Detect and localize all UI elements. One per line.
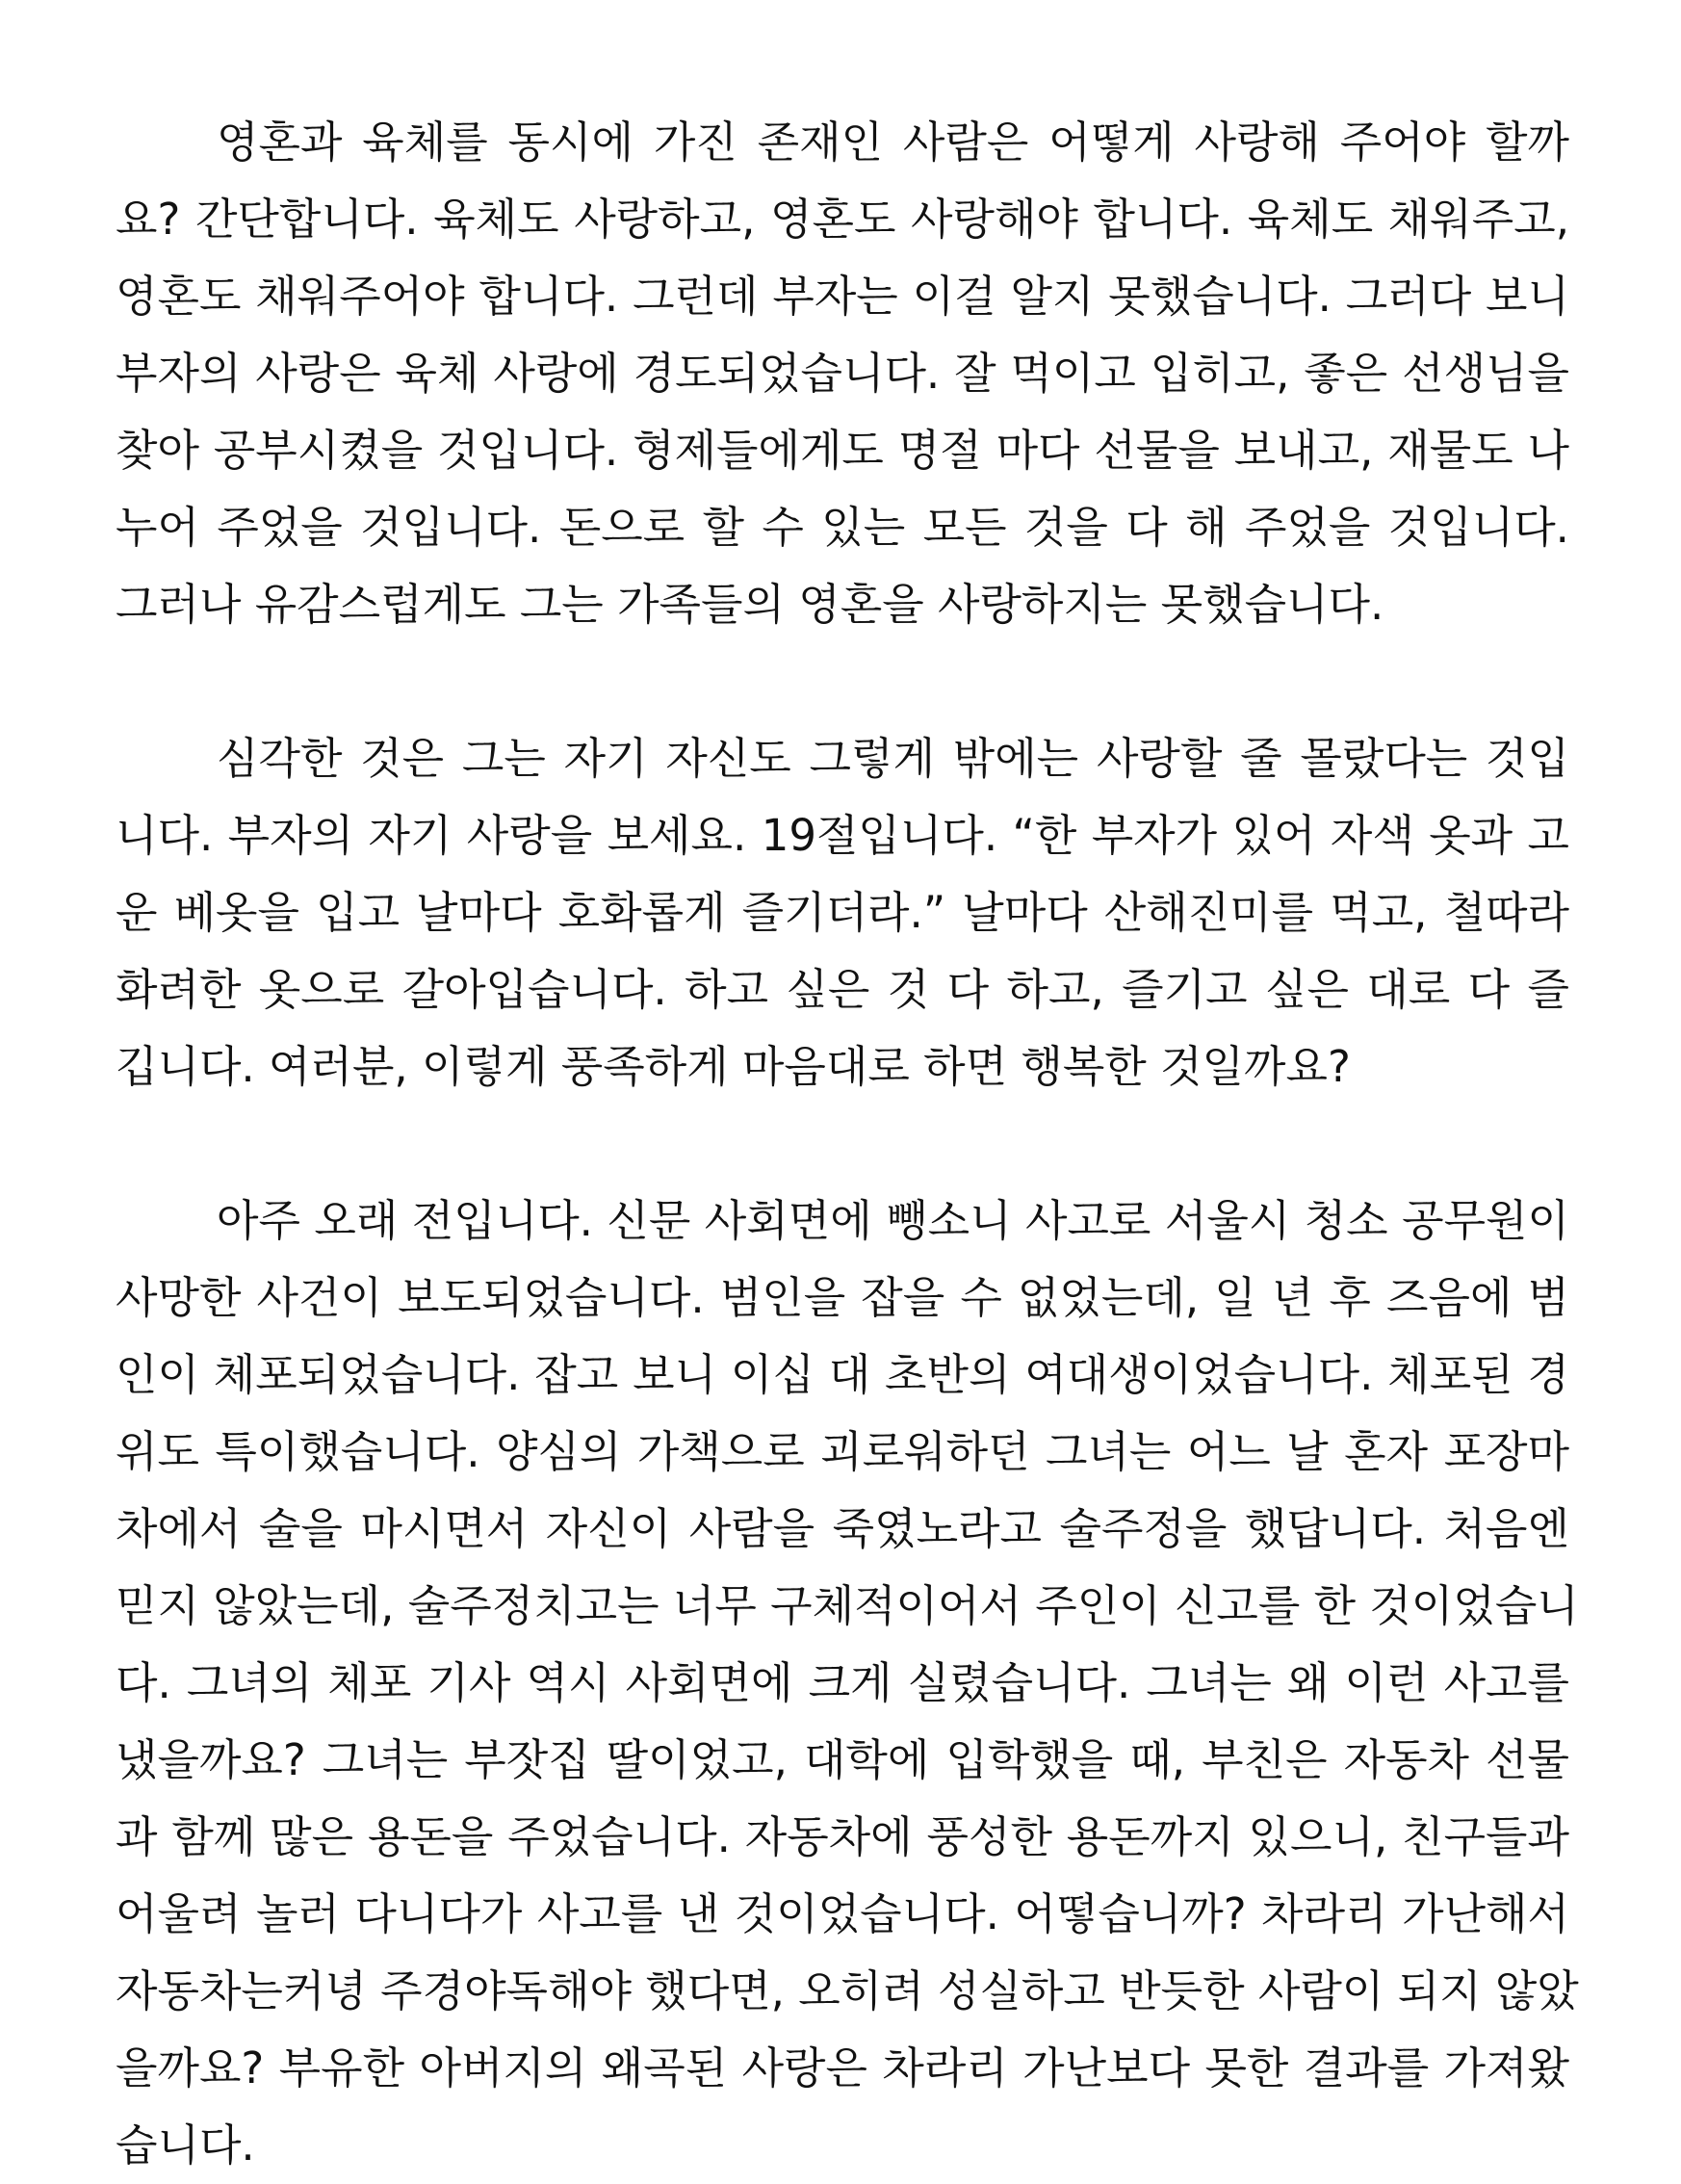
text-line: 인이 체포되었습니다. 잡고 보니 이십 대 초반의 여대생이었습니다. 체포된 경 <box>116 1349 1569 1400</box>
text-line: 위도 특이했습니다. 양심의 가책으로 괴로워하던 그녀는 어느 날 혼자 포장마 <box>116 1426 1569 1477</box>
paragraph-1 <box>116 104 1569 643</box>
text-line: 찾아 공부시켰을 것입니다. 형제들에게도 명절 마다 선물을 보내고, 재물도 나 <box>116 425 1569 476</box>
text-line: 부자의 사랑은 육체 사랑에 경도되었습니다. 잘 먹이고 입히고, 좋은 선생님을 <box>116 348 1569 399</box>
text-line: 니다. 부자의 자기 사랑을 보세요. 19절입니다. “한 부자가 있어 자색 옷과 고 <box>116 810 1569 861</box>
text-line: 영혼과 육체를 동시에 가진 존재인 사람은 어떻게 사랑해 주어야 할까 <box>217 117 1569 168</box>
text-line: 어울려 놀러 다니다가 사고를 낸 것이었습니다. 어떻습니까? 차라리 가난해서 <box>116 1888 1569 1939</box>
text-line: 영혼도 채워주어야 합니다. 그런데 부자는 이걸 알지 못했습니다. 그러다 보니 <box>116 271 1569 322</box>
paragraph-2 <box>116 720 1569 1105</box>
text-line: 자동차는커녕 주경야독해야 했다면, 오히려 성실하고 반듯한 사람이 되지 않았 <box>116 1965 1579 2016</box>
text-line: 운 베옷을 입고 날마다 호화롭게 즐기더라.” 날마다 산해진미를 먹고, 철따라 <box>116 887 1569 938</box>
text-line: 심각한 것은 그는 자기 자신도 그렇게 밖에는 사랑할 줄 몰랐다는 것입 <box>217 733 1569 784</box>
text-line: 냈을까요? 그녀는 부잣집 딸이었고, 대학에 입학했을 때, 부친은 자동차 선물 <box>116 1734 1569 1785</box>
text-line: 을까요? 부유한 아버지의 왜곡된 사랑은 차라리 가난보다 못한 결과를 가져왔 <box>116 2042 1569 2093</box>
text-line: 누어 주었을 것입니다. 돈으로 할 수 있는 모든 것을 다 해 주었을 것입니다. <box>116 502 1569 553</box>
text-line: 요? 간단합니다. 육체도 사랑하고, 영혼도 사랑해야 합니다. 육체도 채워주고, <box>116 194 1569 245</box>
text-line: 그러나 유감스럽게도 그는 가족들의 영혼을 사랑하지는 못했습니다. <box>116 579 1384 630</box>
text-line: 다. 그녀의 체포 기사 역시 사회면에 크게 실렸습니다. 그녀는 왜 이런 사고를 <box>116 1657 1569 1708</box>
document-page <box>116 104 1579 2184</box>
text-line: 아주 오래 전입니다. 신문 사회면에 뺑소니 사고로 서울시 청소 공무원이 <box>217 1195 1569 1246</box>
text-line: 깁니다. 여러분, 이렇게 풍족하게 마음대로 하면 행복한 것일까요? <box>116 1041 1351 1092</box>
paragraph-3 <box>116 1183 1579 2184</box>
text-line: 믿지 않았는데, 술주정치고는 너무 구체적이어서 주인이 신고를 한 것이었습니 <box>116 1580 1579 1631</box>
text-line: 차에서 술을 마시면서 자신이 사람을 죽였노라고 술주정을 했답니다. 처음엔 <box>116 1503 1569 1554</box>
text-line: 화려한 옷으로 갈아입습니다. 하고 싶은 것 다 하고, 즐기고 싶은 대로 다 즐 <box>116 964 1569 1015</box>
text-line: 습니다. <box>116 2119 255 2171</box>
text-line: 과 함께 많은 용돈을 주었습니다. 자동차에 풍성한 용돈까지 있으니, 친구들과 <box>116 1811 1569 1862</box>
text-line: 사망한 사건이 보도되었습니다. 범인을 잡을 수 없었는데, 일 년 후 즈음에 범 <box>116 1272 1569 1323</box>
